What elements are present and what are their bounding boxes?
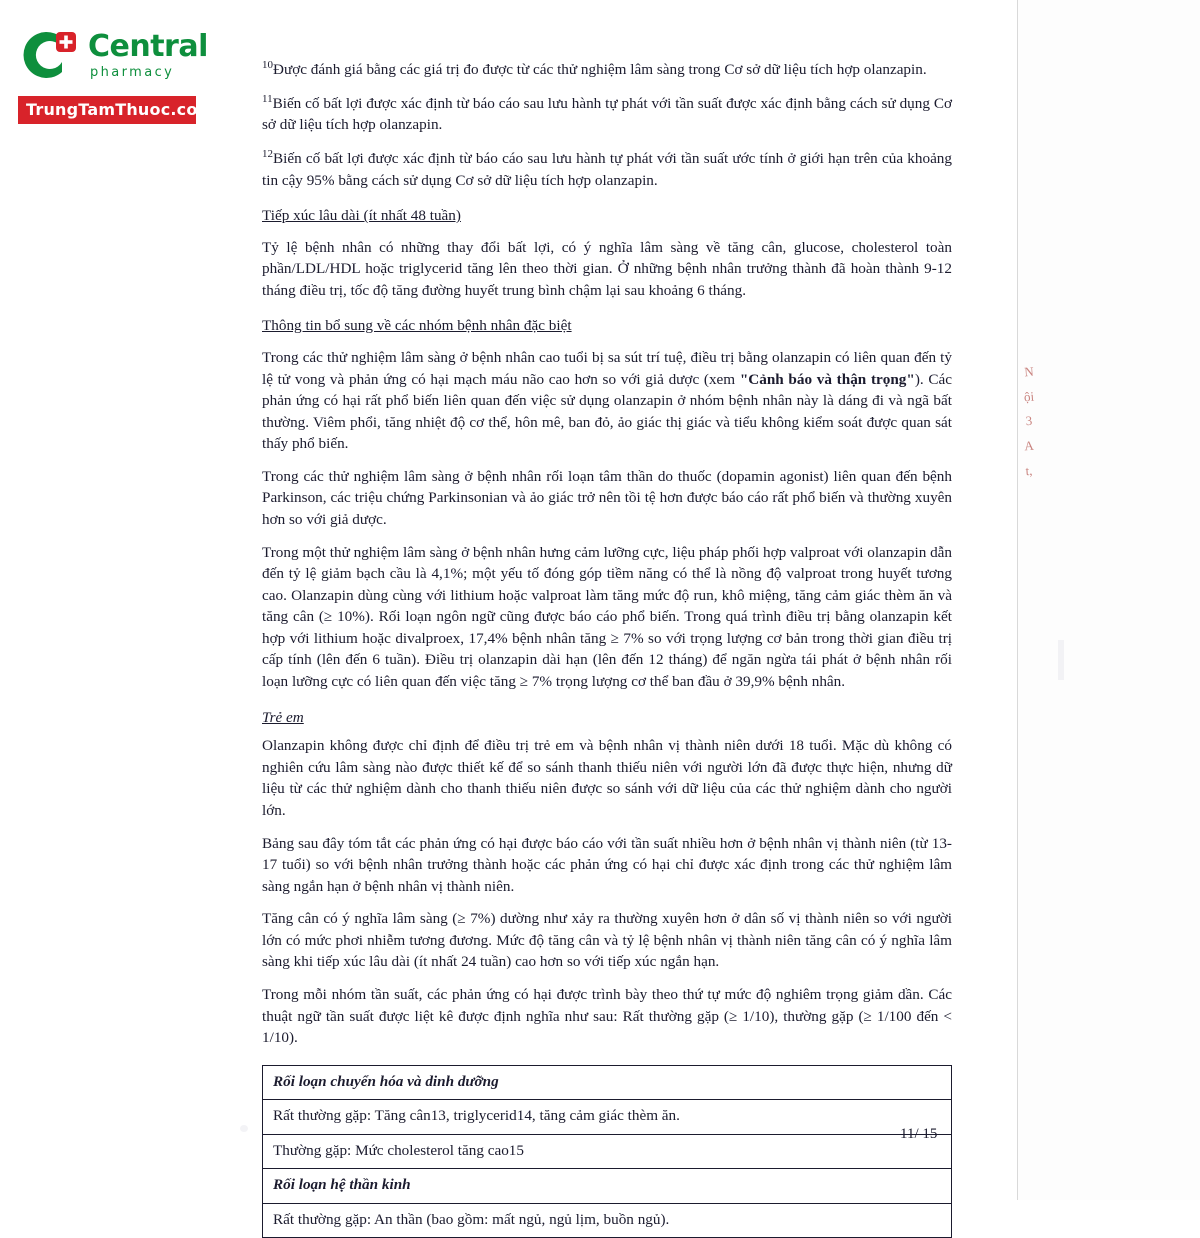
- margin-annotation-line: ội: [1023, 388, 1035, 405]
- footnote-12: [262, 147, 952, 191]
- table-row: Thường gặp: Mức cholesterol tăng cao15: [263, 1135, 951, 1170]
- site-url-banner: TrungTamThuoc.com: [18, 96, 196, 124]
- section-heading-special-groups: [262, 315, 952, 339]
- paragraph-long-exposure: Tỷ lệ bệnh nhân có những thay đổi bất lợi, có ý nghĩa lâm sàng về tăng cân, glucose, cholesterol toàn phần/LDL/HDL hoặc triglycerid tăng lên theo thời gian. Ở những bệnh nhân trưởng thành đã hoàn thành 9-12 tháng điều trị, tốc độ tăng đường huyết trung bình chậm lại sau khoảng 6 tháng.: [262, 238, 952, 299]
- paragraph-parkinson: Trong các thử nghiệm lâm sàng ở bệnh nhân rối loạn tâm thần do thuốc (dopamin agonist) liên quan đến bệnh Parkinson, các triệu chứng Parkinsonian và ảo giác trở nên tồi tệ hơn được báo cáo rất phổ biến và thường xuyên hơn so với giả dược.: [262, 467, 952, 529]
- document-body: [262, 58, 952, 1238]
- logo-text: [88, 28, 208, 80]
- warning-reference: "Cảnh báo và thận trọng": [739, 370, 915, 388]
- table-row-header: Rối loạn hệ thần kinh: [263, 1169, 951, 1204]
- table-row-header: Rối loạn chuyển hóa và dinh dưỡng: [263, 1066, 951, 1101]
- paragraph-children-4: Trong mỗi nhóm tần suất, các phản ứng có hại được trình bày theo thứ tự mức độ nghiêm trọng giảm dần. Các thuật ngữ tần suất được liệt kê được định nghĩa như sau: Rất thường gặp (≥ 1/10), thường gặp (≥ 1/100 đến < 1/10).: [262, 986, 952, 1047]
- logo-row: [18, 24, 233, 86]
- section-heading-text: Thông tin bổ sung về các nhóm bệnh nhân đặc biệt: [262, 317, 572, 335]
- footnote-marker: 11: [262, 92, 273, 105]
- paragraph-elderly: [262, 347, 952, 455]
- brand-name: Central: [88, 28, 208, 64]
- footnote-11: [262, 92, 952, 136]
- section-heading-text: Tiếp xúc lâu dài (ít nhất 48 tuần): [262, 207, 461, 225]
- scan-smudge: [1058, 640, 1064, 680]
- section-heading-children: Trẻ em: [262, 708, 304, 726]
- adverse-reactions-table: [262, 1065, 952, 1238]
- margin-annotation-line: A: [1023, 437, 1035, 454]
- central-pharmacy-logo-icon: [18, 24, 80, 86]
- footnote-marker: 10: [262, 59, 273, 71]
- page-number: 11/ 15: [900, 1126, 938, 1142]
- footnote-text: Biến cố bất lợi được xác định từ báo cáo sau lưu hành tự phát với tần suất được xác định bằng cách sử dụng Cơ sở dữ liệu tích hợp olanzapin.: [262, 94, 952, 134]
- paragraph-children-1: Olanzapin không được chỉ định để điều trị trẻ em và bệnh nhân vị thành niên dưới 18 tuổi. Mặc dù không có nghiên cứu lâm sàng nào được thiết kế để so sánh thanh thiếu niên với người lớn đã được thực hiện, nhưng dữ liệu từ các thử nghiệm dành cho thanh thiếu niên được so sánh với dữ liệu của các thử nghiệm dành cho người lớn.: [262, 737, 952, 819]
- margin-annotation-line: t,: [1024, 462, 1033, 478]
- paragraph-elderly-part1: Trong các thử nghiệm lâm sàng ở bệnh nhân cao tuổi bị sa sút trí tuệ, điều trị bằng olanzapin có liên quan đến tỷ lệ tử vong và phản ứng có hại mạch máu não cao hơn so với giả dược (xem: [262, 348, 952, 388]
- footnote-text: Biến cố bất lợi được xác định từ báo cáo sau lưu hành tự phát với tần suất ước tính ở giới hạn trên của khoảng tin cậy 95% bằng cách sử dụng Cơ sở dữ liệu tích hợp olanzapin.: [262, 149, 952, 189]
- brand-subtitle: pharmacy: [90, 64, 175, 80]
- footnote-marker: 12: [262, 147, 273, 160]
- margin-annotation-line: N: [1023, 363, 1035, 380]
- footnote-text: Được đánh giá bằng các giá trị đo được từ các thử nghiệm lâm sàng trong Cơ sở dữ liệu tích hợp olanzapin.: [273, 61, 927, 79]
- paragraph-bipolar: Trong một thử nghiệm lâm sàng ở bệnh nhân hưng cảm lưỡng cực, liệu pháp phối hợp valproat với olanzapin dẫn đến tỷ lệ giảm bạch cầu là 4,1%; một yếu tố đóng góp tiềm năng có thể là nồng độ valproat trong huyết tương cao. Olanzapin dùng cùng với lithium hoặc valproat làm tăng mức độ run, khô miệng, tăng cảm giác thèm ăn và tăng cân (≥ 10%). Rối loạn ngôn ngữ cũng được báo cáo phổ biến. Trong quá trình điều trị bằng olanzapin kết hợp với lithium hoặc divalproex, 17,4% bệnh nhân tăng ≥ 7% so với trọng lượng cơ bản trong thời gian điều trị cấp tính (lên đến 6 tuần). Điều trị olanzapin dài hạn (lên đến 12 tháng) để ngăn ngừa tái phát ở bệnh nhân rối loạn lưỡng cực có liên quan đến việc tăng ≥ 7% trọng lượng cơ thể ban đầu ở 39,9% bệnh nhân.: [262, 543, 953, 691]
- site-watermark: [18, 24, 233, 124]
- paragraph-children-3: Tăng cân có ý nghĩa lâm sàng (≥ 7%) dường như xảy ra thường xuyên hơn ở dân số vị thành niên so với người lớn có mức phơi nhiễm tương đương. Mức độ tăng cân và tỷ lệ bệnh nhân vị thành niên tăng cân có ý nghĩa lâm sàng khi tiếp xúc lâu dài (ít nhất 24 tuần) cao hơn so với tiếp xúc ngắn hạn.: [262, 910, 952, 971]
- margin-annotation: [1016, 360, 1042, 483]
- section-heading-long-exposure: [262, 205, 952, 229]
- footnote-10: [262, 58, 952, 81]
- scan-smudge: [240, 1125, 248, 1132]
- paragraph-elderly-part2: ). Các phản ứng có hại rất phổ biến liên quan đến việc sử dụng olanzapin ở nhóm bệnh nhân này là dáng đi và ngã bất thường. Viêm phổi, tăng nhiệt độ cơ thể, hôn mê, ban đỏ, ảo giác thị giác và tiểu không kiểm soát được quan sát thấy phổ biến.: [262, 370, 952, 453]
- scan-margin: [1018, 0, 1200, 1200]
- table-row: Rất thường gặp: An thần (bao gồm: mất ngủ, ngủ lịm, buồn ngủ).: [263, 1204, 951, 1238]
- margin-annotation-line: 3: [1025, 413, 1033, 429]
- paragraph-children-2: Bảng sau đây tóm tắt các phản ứng có hại được báo cáo với tần suất nhiều hơn ở bệnh nhân vị thành niên (từ 13-17 tuổi) so với bệnh nhân trưởng thành hoặc các phản ứng có hại chỉ được xác định trong các thử nghiệm lâm sàng ngắn hạn ở bệnh nhân vị thành niên.: [262, 834, 952, 895]
- scan-edge-line: [1017, 0, 1018, 1200]
- table-row: Rất thường gặp: Tăng cân13, triglycerid14, tăng cảm giác thèm ăn.: [263, 1100, 951, 1135]
